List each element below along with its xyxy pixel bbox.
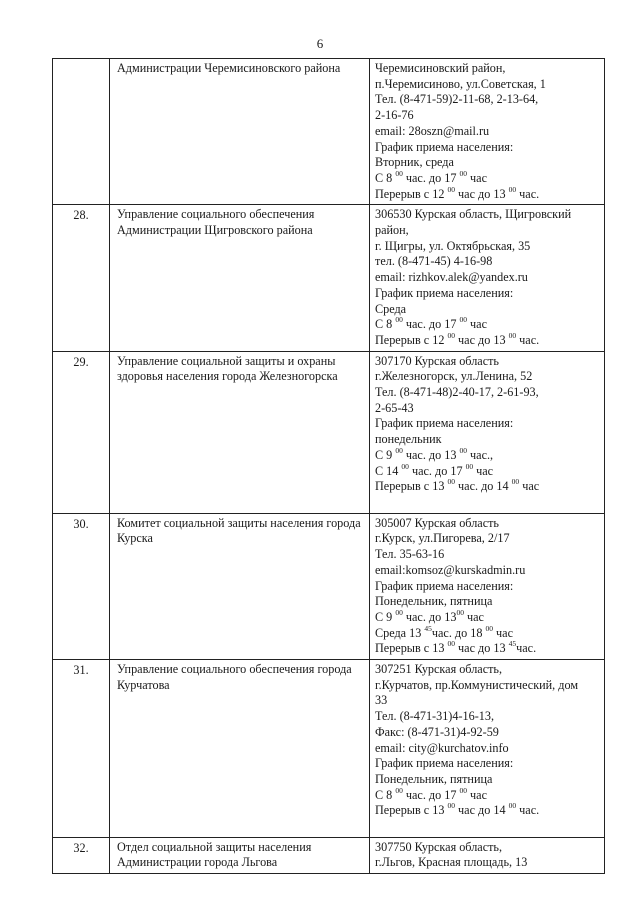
table-row — [53, 351, 605, 513]
contact-line: Перерыв с 12 $^{00}$ час до 13 $^{00}$ час. — [375, 184, 540, 201]
contact-line: 307251 Курская область, — [375, 662, 503, 677]
contact-line: С 8 $^{00}$ час. до 17 $^{00}$ час — [375, 315, 487, 332]
contact-line: Перерыв с 13 $^{00}$ час до 13 $^{45}$час. — [375, 639, 537, 656]
contact-line: 2-16-76 — [375, 108, 414, 123]
contact-line: понедельник — [375, 432, 442, 447]
contact-line: Перерыв с 13 $^{00}$ час до 14 $^{00}$ час. — [375, 801, 540, 818]
contact-line: район, — [375, 223, 409, 238]
contact-line: С 9 $^{00}$ час. до $13^{00}$ час — [375, 607, 484, 624]
contact-line: 2-65-43 — [375, 400, 414, 415]
contact-line: График приема населения: — [375, 416, 514, 431]
organization-name: Управление социального обеспечения города Курчатова — [110, 660, 370, 838]
contact-line: Вторник, среда — [375, 155, 454, 170]
contact-info — [370, 205, 605, 351]
organization-name: Управление социального обеспечения Администрации Щигровского района — [110, 205, 370, 351]
contact-line: 307750 Курская область, — [375, 839, 503, 854]
contact-line: С 8 $^{00}$ час. до 17 $^{00}$ час — [375, 168, 487, 185]
contact-line: Среда — [375, 301, 407, 316]
contact-line: 307170 Курская область — [375, 353, 499, 368]
contact-line: г.Железногорск, ул.Ленина, 52 — [375, 369, 533, 384]
contact-line: п.Черемисиново, ул.Советская, 1 — [375, 76, 546, 91]
contact-line — [375, 495, 600, 511]
contact-info — [370, 59, 605, 205]
contact-line: Среда 13 $^{45}$час. до 18 $^{00}$ час — [375, 623, 513, 640]
table-body — [53, 59, 605, 874]
contact-line: г.Льгов, Красная площадь, 13 — [375, 855, 528, 870]
row-number: 32. — [53, 837, 110, 873]
organization-name: Управление социальной защиты и охраны здоровья населения города Железногорска — [110, 351, 370, 513]
table-row — [53, 660, 605, 838]
page-number: 6 — [316, 36, 324, 51]
contact-line: Перерыв с 13 $^{00}$ час. до 14 $^{00}$ час — [375, 477, 540, 494]
table-row — [53, 513, 605, 659]
contact-line: С 8 $^{00}$ час. до 17 $^{00}$ час — [375, 785, 487, 802]
row-number: 29. — [53, 351, 110, 513]
row-number: 28. — [53, 205, 110, 351]
contact-line: Тел. (8-471-31)4-16-13, — [375, 709, 494, 724]
contact-line: г.Курск, ул.Пигорева, 2/17 — [375, 531, 510, 546]
contact-info — [370, 837, 605, 873]
organization-name: Отдел социальной защиты населения Администрации города Льгова — [110, 837, 370, 873]
contact-line: График приема населения: — [375, 285, 514, 300]
contact-line: г.Курчатов, пр.Коммунистический, дом — [375, 677, 579, 692]
organizations-table — [52, 58, 605, 874]
contact-line: Черемисиновский район, — [375, 61, 506, 75]
contact-line: Тел. 35-63-16 — [375, 547, 445, 562]
contact-line: 305007 Курская область — [375, 515, 499, 530]
contact-line: email: rizhkov.alek@yandex.ru — [375, 270, 528, 285]
contact-line: Перерыв с 12 $^{00}$ час до 13 $^{00}$ час. — [375, 330, 540, 347]
contact-line: С 14 $^{00}$ час. до 17 $^{00}$ час — [375, 461, 494, 478]
row-number — [53, 59, 110, 205]
contact-info — [370, 513, 605, 659]
contact-info — [370, 660, 605, 838]
contact-line: email: city@kurchatov.info — [375, 740, 509, 755]
contact-line: тел. (8-471-45) 4-16-98 — [375, 254, 493, 269]
contact-line: График приема населения: — [375, 756, 514, 771]
contact-line: email:komsoz@kurskadmin.ru — [375, 562, 526, 577]
organization-name: Администрации Черемисиновского района — [110, 59, 370, 205]
contact-line: Понедельник, пятница — [375, 594, 493, 609]
contact-line: Тел. (8-471-48)2-40-17, 2-61-93, — [375, 385, 539, 400]
contact-line: График приема населения: — [375, 578, 514, 593]
contact-info — [370, 351, 605, 513]
table-row — [53, 205, 605, 351]
contact-line: 33 — [375, 693, 388, 708]
contact-line: С 9 $^{00}$ час. до 13 $^{00}$ час., — [375, 445, 494, 462]
contact-line: 306530 Курская область, Щигровский — [375, 207, 572, 222]
contact-line: Понедельник, пятница — [375, 771, 493, 786]
contact-line: г. Щигры, ул. Октябрьская, 35 — [375, 238, 531, 253]
contact-line: Тел. (8-471-59)2-11-68, 2-13-64, — [375, 92, 539, 107]
row-number: 30. — [53, 513, 110, 659]
contact-line: График приема населения: — [375, 139, 514, 154]
table-row — [53, 837, 605, 873]
organization-name: Комитет социальной защиты населения города Курска — [110, 513, 370, 659]
contact-line: email: 28oszn@mail.ru — [375, 123, 490, 138]
contact-line — [375, 819, 600, 835]
contact-line: Факс: (8-471-31)4-92-59 — [375, 724, 499, 739]
row-number: 31. — [53, 660, 110, 838]
table-row — [53, 59, 605, 205]
